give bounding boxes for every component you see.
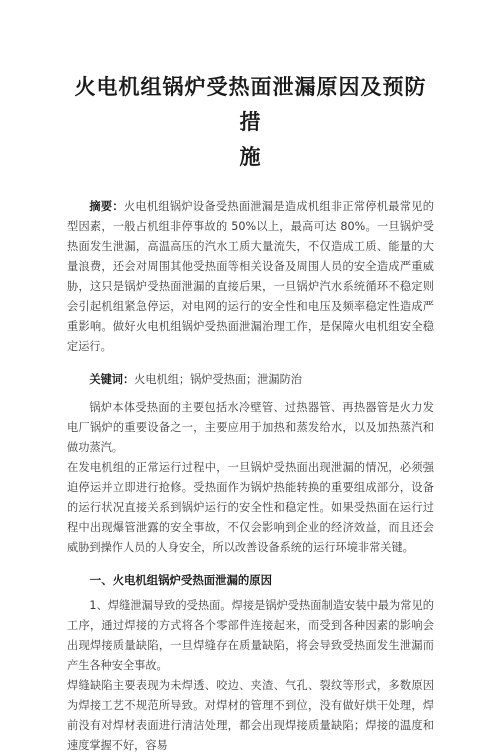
document-title-line-1: 火电机组锅炉受热面泄漏原因及预防措 xyxy=(74,75,427,134)
intro-paragraph-2: 在发电机组的正常运行过程中，一旦锅炉受热面出现泄漏的情况，必须强迫停运并立即进行抢修。受热面作为锅炉热能转换的重要组成部分，设备的运行状况直接关系到锅炉运行的安全性和稳定性。如果受热面在运行过程中出现爆管泄露的安全事故，不仅会影响到企业的经济效益，而且还会威胁到操作人员的人身安全，所以改善设备系统的运行环境非常关键。 xyxy=(67,461,434,554)
section-1-paragraph-1: 1、焊缝泄漏导致的受热面。焊接是锅炉受热面制造安装中最为常见的工序，通过焊接的方式将各个零部件连接起来，而受到各种因素的影响会出现焊接质量缺陷，一旦焊缝存在质量缺陷，将会导致受热面发生泄漏而产生各种安全事故。 xyxy=(67,599,434,672)
intro-section xyxy=(67,398,434,558)
keywords-label: 关键词： xyxy=(89,373,135,386)
document-title-line-2: 施 xyxy=(239,145,262,169)
keywords-paragraph xyxy=(67,370,434,390)
keywords-text: 火电机组；锅炉受热面；泄漏防治 xyxy=(134,373,302,386)
section-heading: 一、火电机组锅炉受热面泄漏的原因 xyxy=(89,573,273,587)
section-1-body xyxy=(67,596,434,756)
abstract-paragraph xyxy=(67,197,434,357)
document-title xyxy=(67,70,434,175)
section-1-paragraph-2: 焊缝缺陷主要表现为未焊透、咬边、夹渣、气孔、裂纹等形式，多数原因为焊接工艺不规范所导致。对焊材的管理不到位，没有做好烘干处理，焊前没有对焊材表面进行清洁处理，都会出现焊接质量缺陷；焊接的温度和速度掌握不好，容易 xyxy=(67,679,434,752)
intro-paragraph-1: 锅炉本体受热面的主要包括水冷壁管、过热器管、再热器管是火力发电厂锅炉的重要设备之一，主要应用于加热和蒸发给水，以及加热蒸汽和做功蒸汽。 xyxy=(67,401,434,454)
abstract-label: 摘要： xyxy=(89,200,124,213)
abstract-text: 火电机组锅炉设备受热面泄漏是造成机组非正常停机最常见的型因素，一般占机组非停事故的 50%以上，最高可达 80%。一旦锅炉受热面发生泄漏，高温高压的汽水工质大量流失，不仅造成工质、能量的大量浪费，还会对周围其他受热面等相关设备及周围人员的安全造成严重威胁，这只是锅炉受热面泄漏的直接后果，一旦锅炉汽水系统循环不稳定则会引起机组紧急停运，对电网的运行的安全性和电压及频率稳定性造成严重影响。做好火电机组锅炉受热面泄漏治理工作，是保障火电机组安全稳定运行。 xyxy=(67,200,434,353)
